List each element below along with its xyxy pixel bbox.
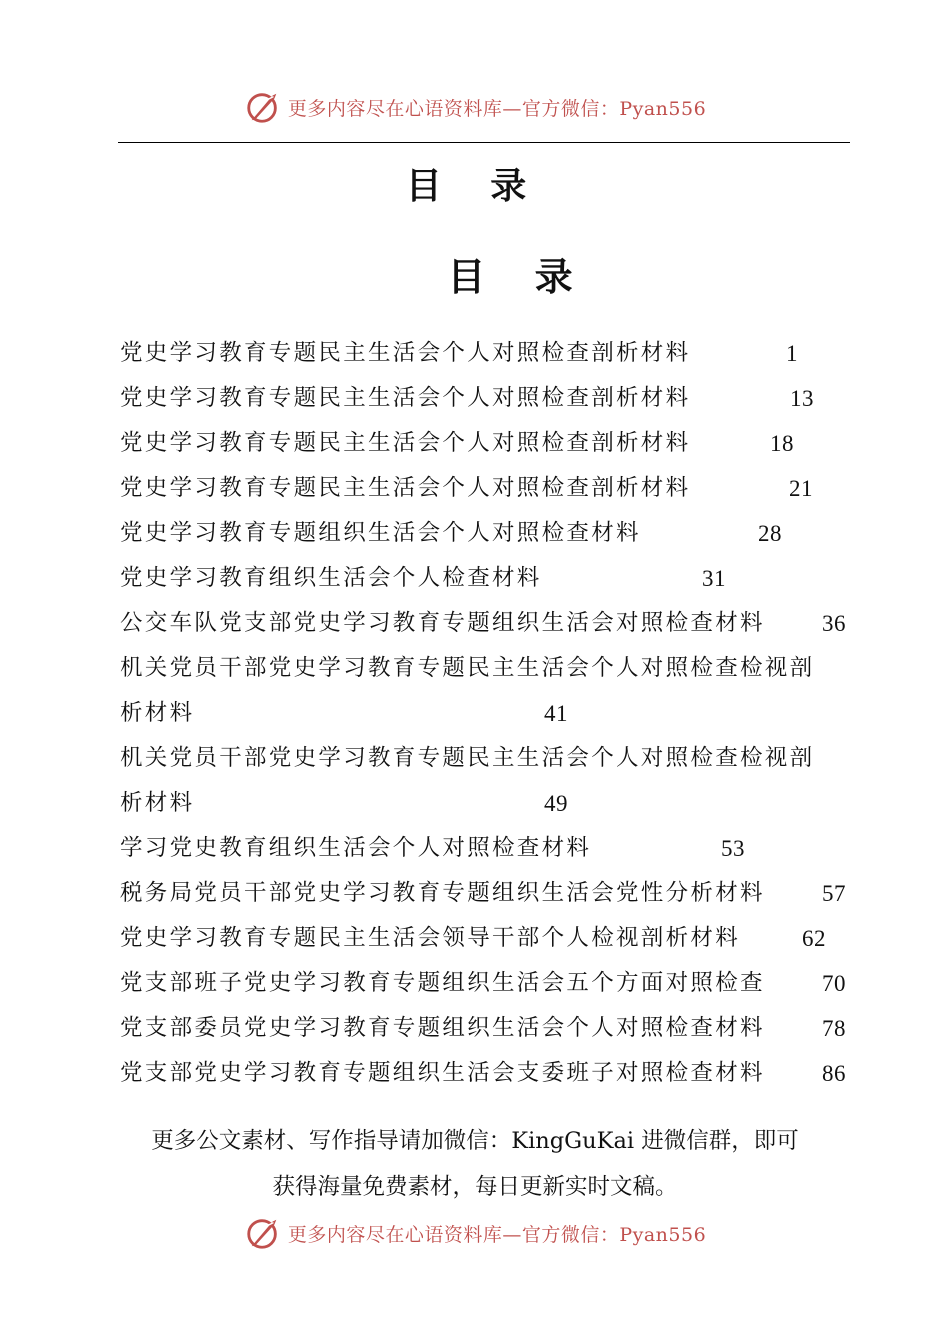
toc-entry[interactable] [120, 646, 850, 736]
toc-entry-title: 机关党员干部党史学习教育专题民主生活会个人对照检查检视剖 [120, 655, 815, 681]
toc-entry-title: 党史学习教育专题组织生活会个人对照检查材料 [120, 520, 641, 546]
toc-entry-page: 31 [702, 566, 726, 591]
toc-entry[interactable] [120, 466, 850, 511]
toc-entry-title: 党史学习教育专题民主生活会个人对照检查剖析材料 [120, 475, 691, 501]
toc-entry[interactable] [120, 736, 850, 826]
toc-entry-title: 党史学习教育专题民主生活会个人对照检查剖析材料 [120, 430, 691, 456]
toc-entry-title: 党支部班子党史学习教育专题组织生活会五个方面对照检查 [120, 970, 765, 996]
toc-entry-title: 税务局党员干部党史学习教育专题组织生活会党性分析材料 [120, 880, 765, 906]
toc-entry-page: 28 [758, 521, 782, 546]
toc-entry-title-continued: 析材料 [120, 700, 195, 726]
toc-entry[interactable] [120, 1051, 850, 1096]
toc-entry-title: 党史学习教育专题民主生活会个人对照检查剖析材料 [120, 385, 691, 411]
footer-note-line: 更多公文素材、写作指导请加微信：KingGuKai 进微信群，即可 [151, 1128, 799, 1154]
toc-entry-title-continued: 析材料 [120, 790, 195, 816]
toc-entry-page: 36 [822, 611, 846, 636]
toc-entry-page: 49 [544, 791, 568, 816]
toc-entry-page: 62 [802, 926, 826, 951]
toc-entry[interactable] [120, 556, 850, 601]
toc-entry-title: 党史学习教育专题民主生活会领导干部个人检视剖析材料 [120, 925, 741, 951]
toc-entry-page: 21 [789, 476, 813, 501]
header-banner-text: 更多内容尽在心语资料库—官方微信：Pyan556 [287, 97, 707, 120]
toc-entry-page: 1 [786, 341, 798, 366]
quill-pen-circle-icon [244, 1214, 282, 1252]
toc-entry[interactable] [120, 826, 850, 871]
toc-entry-page: 86 [822, 1061, 846, 1086]
toc-entry[interactable] [120, 1006, 850, 1051]
toc-entry-title: 学习党史教育组织生活会个人对照检查材料 [120, 835, 592, 861]
toc-entry-page: 57 [822, 881, 846, 906]
toc-entry-page: 41 [544, 701, 568, 726]
toc-entry-page: 18 [770, 431, 794, 456]
toc-entry-title: 党史学习教育组织生活会个人检查材料 [120, 565, 542, 591]
header-divider [118, 142, 850, 143]
toc-entry[interactable] [120, 601, 850, 646]
footer-note-line: 获得海量免费素材，每日更新实时文稿。 [272, 1174, 678, 1200]
toc-entry[interactable] [120, 376, 850, 421]
toc-entry[interactable] [120, 871, 850, 916]
footer-banner [0, 1210, 950, 1256]
header-banner [0, 84, 950, 130]
footer-banner-text: 更多内容尽在心语资料库—官方微信：Pyan556 [287, 1223, 707, 1246]
page-title: 目 录 [405, 165, 545, 207]
table-of-contents [120, 331, 850, 1096]
toc-entry-title: 公交车队党支部党史学习教育专题组织生活会对照检查材料 [120, 610, 765, 636]
toc-entry-title: 党支部党史学习教育专题组织生活会支委班子对照检查材料 [120, 1060, 765, 1086]
toc-entry-page: 13 [790, 386, 814, 411]
toc-entry[interactable] [120, 961, 850, 1006]
toc-entry-title: 党史学习教育专题民主生活会个人对照检查剖析材料 [120, 340, 691, 366]
toc-entry[interactable] [120, 421, 850, 466]
footer-note [0, 1118, 950, 1210]
toc-entry-page: 53 [721, 836, 745, 861]
toc-entry[interactable] [120, 916, 850, 961]
toc-entry[interactable] [120, 331, 850, 376]
toc-entry-page: 78 [822, 1016, 846, 1041]
toc-entry-title: 党支部委员党史学习教育专题组织生活会个人对照检查材料 [120, 1015, 765, 1041]
toc-entry-page: 70 [822, 971, 846, 996]
toc-entry-title: 机关党员干部党史学习教育专题民主生活会个人对照检查检视剖 [120, 745, 815, 771]
quill-pen-circle-icon [244, 88, 282, 126]
toc-heading: 目 录 [447, 254, 591, 299]
toc-entry[interactable] [120, 511, 850, 556]
